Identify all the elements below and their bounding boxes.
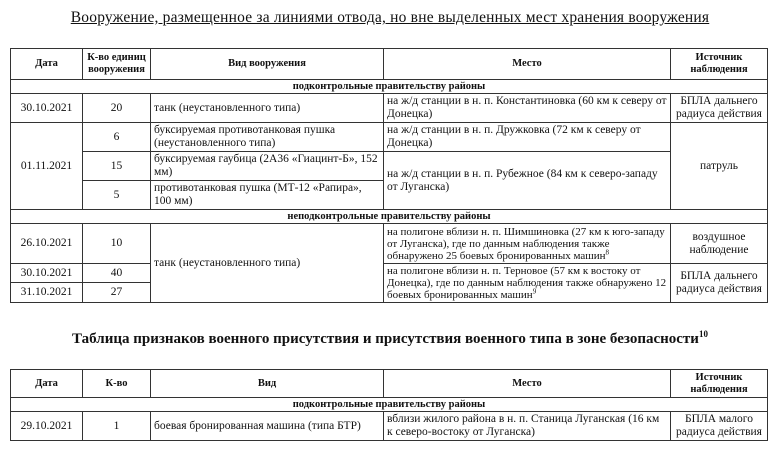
header-weapon-type: Вид вооружения: [151, 49, 384, 80]
table-header-row: [11, 370, 768, 398]
section-heading-military-presence: [0, 331, 780, 348]
cell-quantity: 10: [83, 224, 151, 264]
section-label: подконтрольные правительству районы: [11, 398, 768, 412]
table-row: [11, 123, 768, 152]
cell-place: на ж/д станции в н. п. Дружковка (72 км к северу от Донецка): [384, 123, 671, 152]
cell-weapon-type: буксируемая противотанковая пушка (неустановленного типа): [151, 123, 384, 152]
cell-source: воздушное наблюдение: [671, 224, 768, 264]
cell-place: [384, 264, 671, 303]
section-row-controlled: [11, 398, 768, 412]
cell-weapon-type: танк (неустановленного типа): [151, 94, 384, 123]
military-presence-table: [10, 369, 768, 441]
section-label: неподконтрольные правительству районы: [11, 210, 768, 224]
cell-source: БПЛА дальнего радиуса действия: [671, 94, 768, 123]
cell-date: 29.10.2021: [11, 412, 83, 441]
header-date: Дата: [11, 49, 83, 80]
cell-date: 30.10.2021: [11, 264, 83, 283]
table-row: [11, 152, 768, 181]
header-type: Вид: [151, 370, 384, 398]
header-source: Источник наблюдения: [671, 49, 768, 80]
cell-place: на ж/д станции в н. п. Рубежное (84 км к северо-западу от Луганска): [384, 152, 671, 210]
table-row: [11, 94, 768, 123]
cell-source: БПЛА дальнего радиуса действия: [671, 264, 768, 303]
cell-source: патруль: [671, 123, 768, 210]
table-row: [11, 412, 768, 441]
cell-source: БПЛА малого радиуса действия: [671, 412, 768, 441]
cell-date: 31.10.2021: [11, 283, 83, 303]
cell-place: [384, 224, 671, 264]
cell-date: 26.10.2021: [11, 224, 83, 264]
heading-text: Таблица признаков военного присутствия и присутствия военного типа в зоне безопасности: [72, 331, 699, 347]
cell-type: боевая бронированная машина (типа БТР): [151, 412, 384, 441]
table-header-row: [11, 49, 768, 80]
table-row: [11, 224, 768, 264]
cell-quantity: 40: [83, 264, 151, 283]
cell-place: на ж/д станции в н. п. Константиновка (60 км к северу от Донецка): [384, 94, 671, 123]
header-date: Дата: [11, 370, 83, 398]
section-heading-weapons: Вооружение, размещенное за линиями отвода, но вне выделенных мест хранения вооружения: [70, 9, 710, 26]
footnote-ref: 8: [605, 247, 609, 256]
cell-quantity: 27: [83, 283, 151, 303]
cell-weapon-type: буксируемая гаубица (2А36 «Гиацинт-Б», 152 мм): [151, 152, 384, 181]
section-label: подконтрольные правительству районы: [11, 80, 768, 94]
cell-quantity: 6: [83, 123, 151, 152]
section-row-controlled: [11, 80, 768, 94]
cell-quantity: 20: [83, 94, 151, 123]
cell-weapon-type: танк (неустановленного типа): [151, 224, 384, 303]
table-row: [11, 264, 768, 283]
weapons-table: [10, 48, 768, 303]
cell-date: 01.11.2021: [11, 123, 83, 210]
cell-date: 30.10.2021: [11, 94, 83, 123]
section-row-uncontrolled: [11, 210, 768, 224]
cell-quantity: 1: [83, 412, 151, 441]
place-text: на полигоне вблизи н. п. Шимшиновка (27 км к юго-западу от Луганска), где по данным наблюдения также обнаружено 25 боевых бронированных машин: [387, 225, 665, 262]
header-source: Источник наблюдения: [671, 370, 768, 398]
footnote-ref: 9: [532, 287, 537, 296]
header-place: Место: [384, 49, 671, 80]
cell-quantity: 15: [83, 152, 151, 181]
header-place: Место: [384, 370, 671, 398]
header-quantity: К-во единиц вооружения: [83, 49, 151, 80]
cell-weapon-type: противотанковая пушка (МТ-12 «Рапира», 100 мм): [151, 181, 384, 210]
header-quantity: К-во: [83, 370, 151, 398]
place-text: на полигоне вблизи н. п. Терновое (57 км к востоку от Донецка), где по данным наблюдения также обнаружено 12 боевых бронированных машин: [387, 265, 667, 301]
footnote-ref: 10: [698, 329, 708, 339]
cell-quantity: 5: [83, 181, 151, 210]
cell-place: вблизи жилого района в н. п. Станица Луганская (16 км к северо-востоку от Луганска): [384, 412, 671, 441]
